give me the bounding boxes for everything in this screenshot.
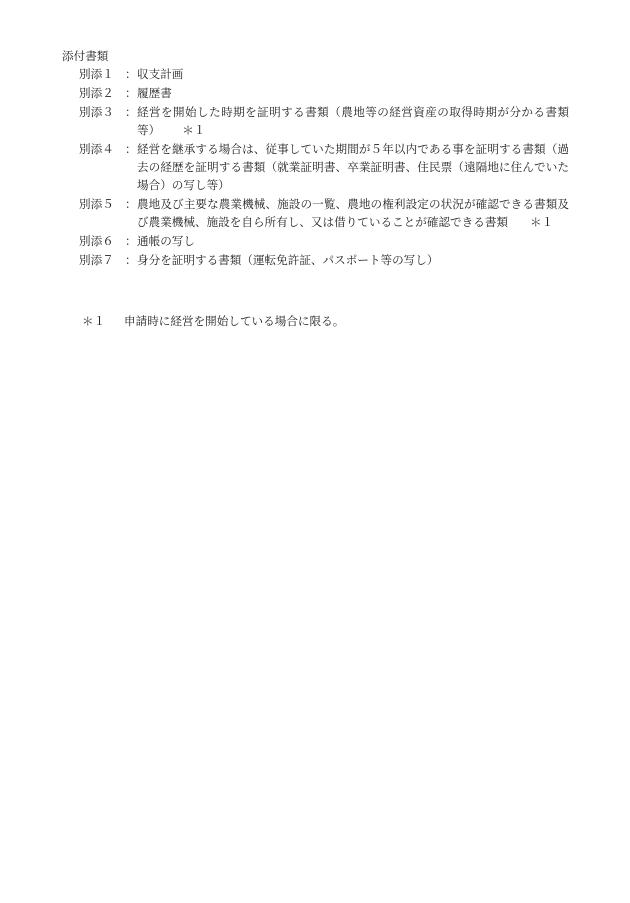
attachment-text [137,65,569,83]
footnote-mark: ＊１ [530,215,554,229]
attachment-colon: ： [125,197,137,211]
attachment-description: 収支計画 [137,67,184,81]
footnote-mark: ＊１ [182,123,206,137]
attachment-colon: ： [125,234,137,248]
attachment-text [137,251,569,269]
attachment-colon: ： [125,253,137,267]
attachment-item-6 [79,232,569,250]
attachment-item-3 [79,103,569,139]
attachment-label: 別添７ [79,253,114,267]
footnote [82,312,344,330]
attachment-label: 別添３ [79,105,114,119]
attachment-colon: ： [125,67,137,81]
attachment-colon: ： [125,142,137,156]
attachment-item-5 [79,195,569,231]
attachment-item-2 [79,84,569,102]
attachment-description: 農地及び主要な農業機械、施設の一覧、農地の権利設定の状況が確認できる書類及び農業機械、施設を自ら所有し、又は借りていることが確認できる書類 [137,197,569,229]
attachment-item-1 [79,65,569,83]
attachment-description: 経営を継承する場合は、従事していた期間が５年以内である事を証明する書類（過去の経歴を証明する書類（就業証明書、卒業証明書、住民票（遠隔地に住んでいた場合）の写し等） [137,142,569,192]
attachment-label: 別添１ [79,67,114,81]
attachment-label: 別添２ [79,86,114,100]
attachment-item-7 [79,251,569,269]
attachment-item-4 [79,140,569,194]
attachment-text [137,195,569,231]
attachment-label: 別添６ [79,234,114,248]
attachment-colon: ： [125,105,137,119]
attachment-description: 通帳の写し [137,234,195,248]
footnote-mark: ＊１ [82,314,106,328]
attachments-heading: 添付書類 [62,49,109,63]
attachment-text [137,103,569,139]
footnote-text: 申請時に経営を開始している場合に限る。 [124,314,345,328]
attachment-description: 履歴書 [137,86,172,100]
attachment-text [137,232,569,250]
attachment-list [79,65,569,270]
attachment-text [137,84,569,102]
attachment-label: 別添５ [79,197,114,211]
attachment-description: 経営を開始した時期を証明する書類（農地等の経営資産の取得時期が分かる書類等） [137,105,569,137]
attachment-colon: ： [125,86,137,100]
attachment-label: 別添４ [79,142,114,156]
attachment-description: 身分を証明する書類（運転免許証、パスポート等の写し） [137,253,439,267]
attachment-text [137,140,569,194]
